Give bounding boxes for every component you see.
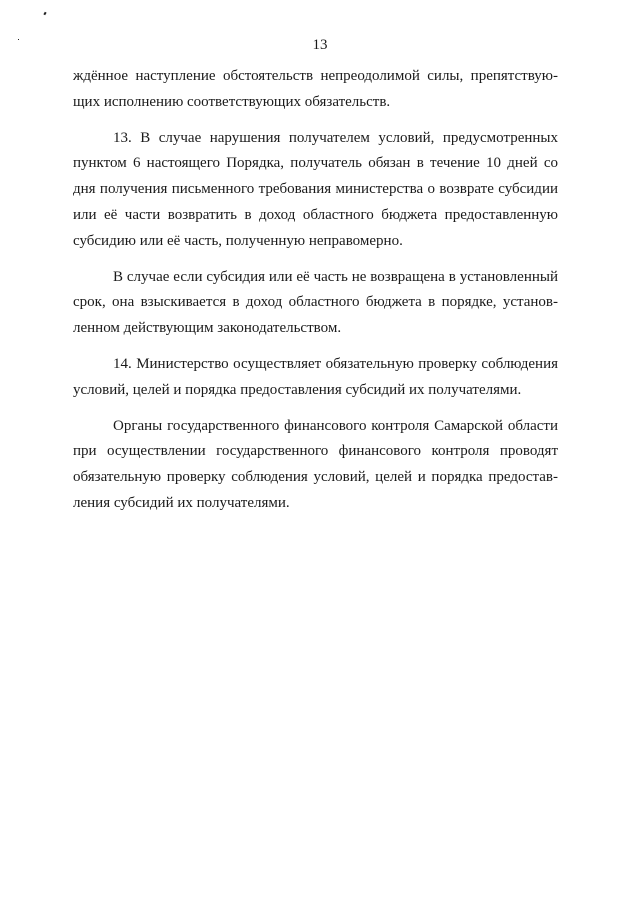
paragraph-line: ленном действующим законодательством. [73, 320, 342, 337]
paragraph-line: условий, целей и порядка предоставления субсидий их получателями. [73, 381, 522, 398]
paragraph-clause-13 [73, 126, 558, 255]
paragraph-line: или её части возвратить в доход областного бюджета предоставленную [73, 206, 558, 223]
paragraph-line: В случае если субсидия или её часть не возвращена в установленный [113, 268, 558, 285]
scan-mark [43, 12, 46, 16]
paragraph-line: ления субсидий их получателями. [73, 494, 290, 511]
paragraph-line: дня получения письменного требования министерства о возврате субсидии [73, 181, 558, 198]
paragraph-line: субсидию или её часть, полученную неправомерно. [73, 232, 403, 249]
paragraph-line: 14. Министерство осуществляет обязательную проверку соблюдения [113, 355, 558, 372]
paragraph-line: пунктом 6 настоящего Порядка, получатель обязан в течение 10 дней со [73, 155, 558, 172]
paragraph-refund-recovery [73, 265, 558, 342]
paragraph-line: срок, она взыскивается в доход областного бюджета в порядке, установ- [73, 294, 558, 311]
document-body [73, 64, 558, 527]
paragraph-line: при осуществлении государственного финансового контроля проводят [73, 443, 558, 460]
paragraph-line: обязательную проверку соблюдения условий, целей и порядка предостав- [73, 469, 558, 486]
page-number: 13 [312, 37, 328, 53]
paragraph-clause-14 [73, 352, 558, 404]
paragraph-line: 13. В случае нарушения получателем условий, предусмотренных [113, 129, 558, 146]
paragraph-line: щих исполнению соответствующих обязательств. [73, 93, 391, 110]
paragraph-line: ждённое наступление обстоятельств непреодолимой силы, препятствую- [73, 68, 558, 84]
paragraph-line: Органы государственного финансового контроля Самарской области [113, 417, 558, 434]
paragraph-continuation [73, 64, 558, 116]
paragraph-financial-control [73, 414, 558, 517]
